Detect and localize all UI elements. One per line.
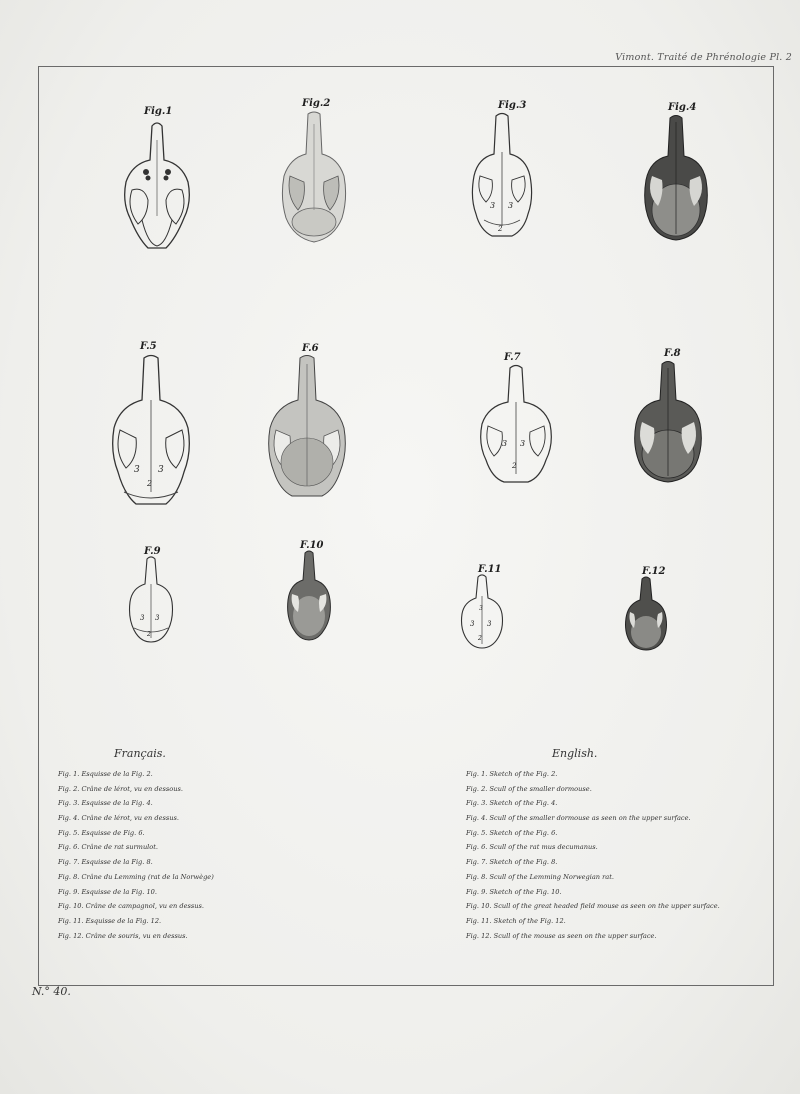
- skull-figure-3: [468, 112, 536, 240]
- plate-number: N.° 40.: [32, 985, 71, 998]
- figure-label-2: Fig.2: [302, 98, 331, 109]
- legend-line: Fig. 5. Sketch of the Fig. 6.: [466, 828, 558, 837]
- figure-label-7: F.7: [504, 352, 521, 363]
- skull-region-mark: 3: [508, 201, 514, 210]
- legend-line: Fig. 3. Esquisse de la Fig. 4.: [58, 799, 153, 808]
- legend-line: Fig. 11. Sketch of the Fig. 12.: [466, 916, 566, 925]
- figure-label-10: F.10: [300, 540, 324, 551]
- legend-line: Fig. 9. Sketch of the Fig. 10.: [466, 887, 562, 896]
- skull-figure-7: [476, 364, 556, 486]
- legend-line: Fig. 8. Crâne du Lemming (rat de la Norwège): [58, 872, 214, 881]
- skull-region-mark: 3: [470, 620, 475, 628]
- legend-line: Fig. 10. Crâne de campagnol, vu en dessus.: [58, 902, 204, 911]
- figure-label-8: F.8: [664, 348, 681, 359]
- skull-region-mark: 3: [140, 614, 145, 622]
- skull-figure-2: [276, 110, 352, 244]
- legend-line: Fig. 7. Esquisse de la Fig. 8.: [58, 858, 153, 867]
- legend-line: Fig. 12. Crâne de souris, vu en dessus.: [58, 931, 188, 940]
- figure-label-6: F.6: [302, 343, 319, 354]
- legend-line: Fig. 2. Scull of the smaller dormouse.: [466, 784, 592, 793]
- legend-line: Fig. 8. Scull of the Lemming Norwegian rat.: [466, 872, 614, 881]
- legend-line: Fig. 3. Sketch of the Fig. 4.: [466, 799, 558, 808]
- figure-label-12: F.12: [642, 566, 666, 577]
- legend-line: Fig. 1. Esquisse de la Fig. 2.: [58, 770, 153, 778]
- skull-figure-4: [640, 114, 712, 242]
- skull-figure-11: [458, 574, 506, 650]
- legend-heading-english: English.: [552, 747, 598, 760]
- legend-line: Fig. 12. Scull of the mouse as seen on the upper surface.: [466, 931, 657, 940]
- legend-line: Fig. 4. Crâne de lérot, vu en dessus.: [58, 814, 179, 823]
- legend-french: [58, 767, 214, 943]
- skull-figure-5: [108, 354, 194, 508]
- skull-region-mark: 2: [147, 631, 151, 638]
- skull-figure-9: [126, 556, 176, 644]
- skull-figure-6: [264, 354, 350, 500]
- legend-line: Fig. 1. Sketch of the Fig. 2.: [466, 770, 558, 778]
- legend-line: Fig. 2. Crâne de lérot, vu en dessous.: [58, 784, 183, 793]
- skull-region-mark: 3: [487, 620, 492, 628]
- skull-figure-8: [630, 360, 706, 486]
- legend-line: Fig. 7. Sketch of the Fig. 8.: [466, 858, 558, 867]
- legend-line: Fig. 6. Scull of the rat mus decumanus.: [466, 843, 598, 852]
- skull-region-mark: 3: [155, 614, 160, 622]
- skull-figure-10: [286, 550, 332, 642]
- legend-english: [466, 767, 720, 943]
- skull-region-mark: 2: [498, 225, 503, 233]
- figure-label-3: Fig.3: [498, 100, 527, 111]
- legend-line: Fig. 10. Scull of the great headed field mouse as seen on the upper surface.: [466, 902, 720, 911]
- plate-title: Vimont. Traité de Phrénologie Pl. 2: [615, 52, 792, 63]
- skull-region-mark: 3: [520, 439, 526, 448]
- skull-region-mark: 3: [490, 201, 496, 210]
- skull-region-mark: 3: [502, 439, 508, 448]
- legend-heading-french: Français.: [114, 747, 166, 760]
- figure-label-1: Fig.1: [144, 106, 173, 117]
- legend-line: Fig. 4. Scull of the smaller dormouse as seen on the upper surface.: [466, 814, 691, 823]
- skull-region-mark: 3: [479, 605, 483, 612]
- figure-label-5: F.5: [140, 341, 157, 352]
- skull-region-mark: 3: [134, 465, 140, 475]
- legend-line: Fig. 6. Crâne de rat surmulot.: [58, 843, 159, 852]
- figure-label-4: Fig.4: [668, 102, 697, 113]
- legend-line: Fig. 11. Esquisse de la Fig. 12.: [58, 916, 162, 925]
- legend-line: Fig. 5. Esquisse de Fig. 6.: [58, 828, 145, 837]
- skull-figure-1: [118, 120, 196, 252]
- skull-region-mark: 2: [512, 462, 517, 470]
- figure-label-9: F.9: [144, 546, 161, 557]
- skull-region-mark: 3: [158, 465, 164, 475]
- legend-line: Fig. 9. Esquisse de la Fig. 10.: [58, 887, 157, 896]
- skull-figure-12: [624, 576, 668, 652]
- figure-label-11: F.11: [478, 564, 502, 575]
- skull-region-mark: 2: [147, 479, 153, 488]
- skull-region-mark: 2: [478, 635, 482, 642]
